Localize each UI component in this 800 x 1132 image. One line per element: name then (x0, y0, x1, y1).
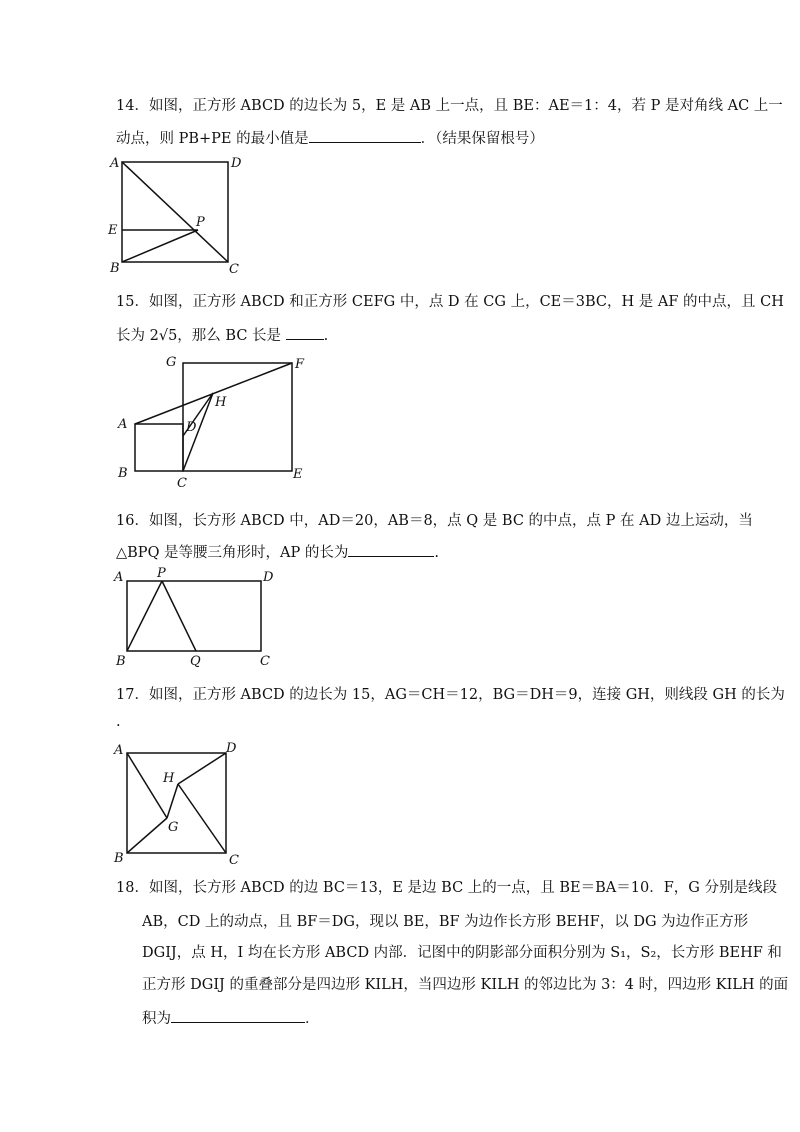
p18-line3: DGIJ，点 H，I 均在长方形 ABCD 内部．记图中的阴影部分面积分别为 S₁，S₂，长方形 BEHF 和 (142, 945, 782, 961)
p16-label-p: P (157, 566, 166, 581)
p17-segment-bg (127, 818, 167, 853)
p15-line1: 15．如图，正方形 ABCD 和正方形 CEFG 中，点 D 在 CG 上，CE＝3BC，H 是 AF 的中点，且 CH (116, 294, 784, 310)
p17-square (127, 753, 226, 853)
p18-line5-tail: ． (305, 1011, 320, 1027)
p16-line1: 16．如图，长方形 ABCD 中，AD＝20，AB＝8，点 Q 是 BC 的中点，点 P 在 AD 边上运动，当 (116, 513, 753, 529)
p15-label-e: E (293, 467, 303, 482)
p17-label-d: D (226, 741, 237, 756)
p18-line2: AB，CD 上的动点，且 BF＝DG，现以 BE，BF 为边作长方形 BEHF，以 DG 为边作正方形 (142, 914, 749, 930)
p15-line2-text: 长为 2√5，那么 BC 长是 (116, 328, 282, 344)
p16-label-b: B (116, 654, 126, 669)
p14-label-c: C (229, 262, 239, 277)
p15-label-c: C (177, 476, 187, 491)
p14-line1: 14．如图，正方形 ABCD 的边长为 5，E 是 AB 上一点，且 BE：AE＝1：4，若 P 是对角线 AC 上一 (116, 98, 783, 114)
p18-line5 (142, 1008, 320, 1029)
p16-label-q: Q (190, 654, 201, 669)
p14-label-b: B (110, 261, 120, 276)
p17-segment-ag (127, 753, 167, 818)
p15-label-f: F (295, 357, 305, 372)
p16-line2-text: △BPQ 是等腰三角形时，AP 的长为 (116, 545, 349, 561)
p18-line4: 正方形 DGIJ 的重叠部分是四边形 KILH，当四边形 KILH 的邻边比为 3：4 时，四边形 KILH 的面 (142, 977, 789, 993)
p14-label-a: A (110, 156, 120, 171)
p17-label-g: G (168, 820, 179, 835)
p15-label-b: B (118, 466, 128, 481)
p15-line2-tail: . (323, 328, 329, 344)
p15-label-g: G (166, 355, 177, 370)
p18-line5-text: 积为 (142, 1011, 171, 1027)
p17-line1: 17．如图，正方形 ABCD 的边长为 15，AG＝CH＝12，BG＝DH＝9，连接 GH，则线段 GH 的长为 (116, 687, 785, 703)
p14-label-d: D (231, 156, 242, 171)
p18-answer-blank[interactable] (171, 1008, 305, 1023)
p14-line2-tail: ．（结果保留根号） (420, 131, 544, 147)
p15-label-h: H (215, 395, 227, 410)
p17-label-c: C (229, 853, 239, 868)
p16-line2-tail: . (434, 545, 440, 561)
p14-label-p: P (196, 215, 205, 230)
p17-segment-dh (178, 753, 226, 784)
p16-label-a: A (114, 570, 124, 585)
p17-label-h: H (163, 771, 175, 786)
p15-label-a: A (118, 417, 128, 432)
p16-label-c: C (260, 654, 270, 669)
p14-line2-text: 动点，则 PB+PE 的最小值是 (116, 131, 309, 147)
p17-segment-gh (167, 784, 178, 818)
p14-label-e: E (108, 223, 118, 238)
p17-label-b: B (114, 851, 124, 866)
p17-label-a: A (114, 743, 124, 758)
p18-line1: 18．如图，长方形 ABCD 的边 BC＝13，E 是边 BC 上的一点，且 BE＝BA＝10．F，G 分别是线段 (116, 880, 777, 896)
p17-line2: . (116, 714, 121, 730)
p17-segment-ch (178, 784, 226, 853)
p16-label-d: D (263, 570, 274, 585)
p15-label-d: D (186, 420, 197, 435)
